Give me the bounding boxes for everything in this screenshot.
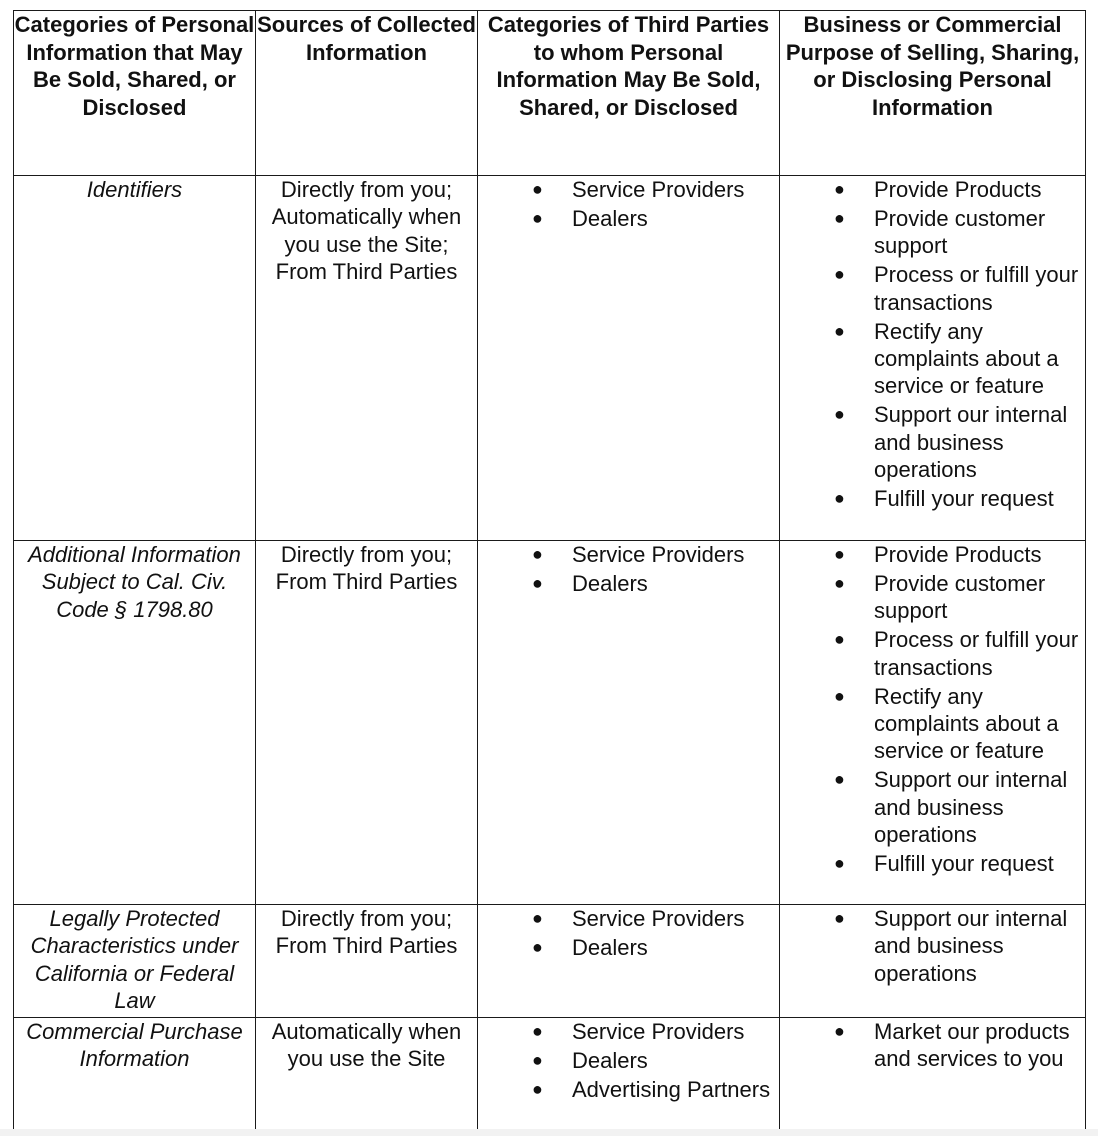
sources-cell: Directly from you; From Third Parties — [256, 541, 478, 905]
table-row — [14, 905, 1086, 1018]
purpose-item-label: Rectify any complaints about a service or feature — [874, 683, 1059, 764]
purposes-cell — [780, 1018, 1086, 1132]
table-row — [14, 1018, 1086, 1132]
bullet-icon: ● — [532, 1049, 543, 1070]
purpose-item — [780, 683, 1085, 765]
purpose-item-label: Provide customer support — [874, 570, 1046, 624]
bullet-icon: ● — [834, 1021, 845, 1041]
purpose-item-label: Provide Products — [874, 177, 1042, 202]
third-parties-list — [478, 541, 779, 597]
purposes-cell — [780, 905, 1086, 1018]
third-party-item-label: Service Providers — [572, 906, 745, 931]
purpose-item — [780, 570, 1085, 625]
third-party-item — [478, 905, 779, 932]
third-parties-list — [478, 905, 779, 961]
purpose-item-label: Support our internal and business operations — [874, 906, 1068, 986]
purposes-list — [780, 1018, 1085, 1073]
third-party-item-label: Service Providers — [572, 1019, 745, 1044]
bullet-icon: ● — [834, 629, 845, 650]
third-parties-list — [478, 1018, 779, 1103]
purpose-item-label: Fulfill your request — [874, 485, 1054, 511]
third-parties-cell — [478, 905, 780, 1018]
purpose-item — [780, 626, 1085, 681]
purpose-item — [780, 261, 1085, 316]
purpose-item-label: Process or fulfill your transactions — [874, 627, 1079, 680]
third-party-item-label: Service Providers — [572, 177, 745, 202]
bullet-icon: ● — [834, 207, 845, 228]
purpose-item — [780, 541, 1085, 568]
purpose-item-label: Provide customer support — [874, 205, 1046, 259]
purpose-item — [780, 850, 1085, 877]
bullet-icon: ● — [532, 1021, 543, 1041]
purpose-item — [780, 176, 1085, 203]
purpose-item — [780, 1018, 1085, 1073]
purposes-cell — [780, 176, 1086, 541]
category-cell: Identifiers — [14, 176, 256, 541]
purpose-item — [780, 905, 1085, 987]
sources-cell: Directly from you; Automatically when you use the Site; From Third Parties — [256, 176, 478, 541]
bullet-icon: ● — [834, 179, 845, 199]
third-party-item-label: Dealers — [572, 934, 648, 960]
header-sources: Sources of Collected Information — [256, 11, 478, 176]
purposes-list — [780, 176, 1085, 512]
third-party-item — [478, 570, 779, 597]
purposes-list — [780, 541, 1085, 877]
purposes-list — [780, 905, 1085, 987]
purpose-item-label: Provide Products — [874, 542, 1042, 567]
purpose-item — [780, 766, 1085, 848]
third-party-item — [478, 1018, 779, 1045]
bullet-icon: ● — [834, 769, 845, 790]
header-third-parties: Categories of Third Parties to whom Personal Information May Be Sold, Shared, or Disclosed — [478, 11, 780, 176]
third-party-item-label: Dealers — [572, 570, 648, 596]
bullet-icon: ● — [532, 179, 543, 199]
bullet-icon: ● — [532, 544, 543, 564]
third-party-item — [478, 934, 779, 961]
third-party-item — [478, 1076, 779, 1103]
purpose-item-label: Support our internal and business operations — [874, 402, 1068, 483]
bullet-icon: ● — [532, 936, 543, 957]
third-parties-cell — [478, 176, 780, 541]
privacy-disclosure-table — [13, 10, 1086, 1132]
third-parties-cell — [478, 541, 780, 905]
purpose-item-label: Support our internal and business operations — [874, 767, 1068, 848]
header-categories: Categories of Personal Information that May Be Sold, Shared, or Disclosed — [14, 11, 256, 176]
bullet-icon: ● — [532, 1078, 543, 1099]
third-parties-list — [478, 176, 779, 232]
category-cell: Legally Protected Characteristics under California or Federal Law — [14, 905, 256, 1018]
bullet-icon: ● — [834, 572, 845, 593]
sources-cell: Automatically when you use the Site — [256, 1018, 478, 1132]
purposes-cell — [780, 541, 1086, 905]
purpose-item — [780, 485, 1085, 512]
third-party-item — [478, 205, 779, 232]
bullet-icon: ● — [834, 544, 845, 564]
bullet-icon: ● — [834, 404, 845, 425]
category-cell: Additional Information Subject to Cal. Civ. Code § 1798.80 — [14, 541, 256, 905]
third-party-item-label: Dealers — [572, 1047, 648, 1073]
third-party-item — [478, 176, 779, 203]
third-parties-cell — [478, 1018, 780, 1132]
third-party-item — [478, 541, 779, 568]
third-party-item-label: Service Providers — [572, 542, 745, 567]
table-row — [14, 541, 1086, 905]
purpose-item — [780, 205, 1085, 260]
third-party-item — [478, 1047, 779, 1074]
bullet-icon: ● — [834, 908, 845, 928]
purpose-item — [780, 318, 1085, 400]
bullet-icon: ● — [834, 685, 845, 706]
sources-cell: Directly from you; From Third Parties — [256, 905, 478, 1018]
bullet-icon: ● — [532, 207, 543, 228]
bullet-icon: ● — [834, 487, 845, 508]
table-row — [14, 176, 1086, 541]
purpose-item — [780, 401, 1085, 483]
third-party-item-label: Advertising Partners — [572, 1076, 771, 1102]
purpose-item-label: Process or fulfill your transactions — [874, 262, 1079, 315]
page-bottom-edge — [0, 1129, 1098, 1136]
bullet-icon: ● — [834, 264, 845, 285]
bullet-icon: ● — [532, 908, 543, 928]
bullet-icon: ● — [532, 572, 543, 593]
table-header-row — [14, 11, 1086, 176]
third-party-item-label: Dealers — [572, 205, 648, 231]
purpose-item-label: Fulfill your request — [874, 850, 1054, 876]
purpose-item-label: Rectify any complaints about a service or feature — [874, 318, 1059, 399]
purpose-item-label: Market our products and services to you — [874, 1019, 1070, 1072]
header-purpose: Business or Commercial Purpose of Selling, Sharing, or Disclosing Personal Information — [780, 11, 1086, 176]
category-cell: Commercial Purchase Information — [14, 1018, 256, 1132]
bullet-icon: ● — [834, 320, 845, 341]
bullet-icon: ● — [834, 852, 845, 873]
table-body — [14, 176, 1086, 1132]
